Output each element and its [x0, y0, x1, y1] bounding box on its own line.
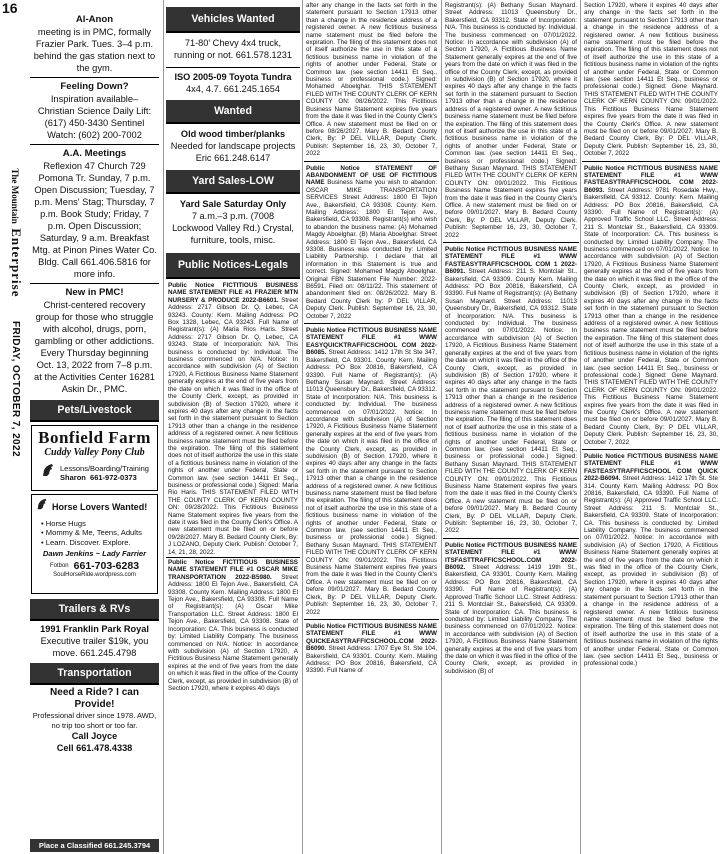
divider	[30, 283, 159, 284]
notice-oscar-mike	[166, 559, 300, 692]
horse-icon	[35, 497, 49, 516]
divider	[443, 242, 579, 243]
listing-title: Need a Ride? I can Provide!	[50, 687, 139, 710]
column-1	[27, 0, 162, 854]
divider	[304, 619, 439, 620]
listing-title: Al-Anon	[75, 14, 114, 25]
masthead-big: Enterprise	[9, 228, 24, 298]
listing-body: Reflexion 47 Church 729 Pomona Tr. Sunday, 7 p.m. Open Discussion; Tuesday, 7 p.m. Mens' Stag; Thursday, 7 p.m. Book Study; Friday, 7 p.m. Open Discussion; Saturday, 9 a.m. Breakfast Mtg. at Pinon Pines Water Co. Bldg. Call 661.406.5816 for more info.	[32, 161, 157, 279]
listing-body: Christ-centered recovery group for those who struggle with alcohol, drugs, porn, gambling or other addictions. Every Thursday beginning Oct. 13, 2022 from 7–8 p.m. at the Activities Center 16281 Askin Dr., PMC.	[34, 300, 155, 394]
listing-trailer	[30, 621, 159, 659]
listing-feeling-down	[30, 81, 159, 141]
divider	[582, 449, 720, 450]
listing-body: Inspiration available– Christian Science Daily Lift: (617) 450-3430 Sentinel Watch: (602) 200-7002	[37, 94, 152, 140]
listing-phone: Cell 661.478.4338	[56, 743, 133, 753]
place-classified-bar: Place a Classified 661.245.3794	[30, 839, 159, 852]
notice-body: after any change in the facts set forth in the statement pursuant to Section 17913 other than a change in the residence address of a registered owner. A new fictitious business name statement must be filed before the expiration. The filing of this statement does not of itself authorize the use in this state of a fictitious business name in violation of the rights of another under Federal, State or Common law. (see section 14411 Et Seq., business or professional code.) Signed: Mohamed Aboelghar. THIS STATEMENT FILED WITH THE COUNTY CLERK OF KERN COUNTY ON: 08/26/2022. This Fictitious Business Name Statement expires five years from the date it was filed in the County Clerk's Office. A new statement must be filed on or before 08/26/2027. Mary B. Bedard County Clerk, By: P DEL VILLAR, Deputy Clerk. Publish: September 16, 23, 30, October 7, 2022	[306, 2, 437, 158]
notice-continued	[304, 0, 439, 158]
listing-aa-meetings	[30, 148, 159, 280]
notice-body: Section 17920, where it expires 40 days after any change in the facts set forth in the statement pursuant to Section 17913 other than a change in the residence address of a registered owner. A new fictitious business name statement must be filed before the expiration. The filing of this statement does not of itself authorize the use in this state of a fictitious business name in violation of the rights of another under Federal, State or Common law. (see section 14411 Et Seq., business or professional code.) Signed: Gene Maynard. THIS STATEMENT FILED WITH THE COUNTY CLERK OF KERN COUNTY ON: 09/01/2022. This Fictitious Business Name Statement expires five years from the date it was filed in the County Clerk's Office. A new statement must be filed on or before 09/01/2027. Mary B. Bedard County Clerk, By: P DEL VILLAR, Deputy Clerk. Publish: September 16, 23, 30, October 7, 2022	[584, 2, 718, 158]
ad-contact: Sharon	[60, 472, 86, 482]
listing-title: Old wood timber/planks	[180, 129, 286, 139]
column-rule	[302, 0, 303, 854]
divider	[443, 538, 579, 539]
listing-title: A.A. Meetings	[62, 148, 127, 159]
notice-lead: Public Notice FICTITIOUS BUSINESS NAME STATEMENT FILE #1 WWW ITSFASTTRAFFICSCHOOL.COM 2022-B6092.	[445, 541, 577, 572]
listing-title: Feeling Down?	[60, 81, 129, 92]
listing-body: meeting is in PMC, formally Frazier Park. Tues. 3–4 p.m. behind the gas station next to the gym.	[33, 27, 156, 73]
listing-title: New in PMC!	[65, 287, 124, 298]
listing-title: ISO 2005-09 Toyota Tundra	[174, 72, 292, 82]
notice-body: Street Address: 1412 17th St. Ste 314. County Kern. Mailing Address: PO Box 20816, Bakersfield, CA 93390. Full Name of Registrant(s): (A) Approved Traffic School LLC. Street Address: 211 S. Montclair St., Bakersfield, CA 93309. State of Incorporation: CA. This business is conducted by: Limited Liability Company. The business commenced on 07/01/2022. Notice: In accordance with subdivision (A) of Section 17920, A Fictitious Business Name Statement generally expires at the end of five years from the date on which it was filed in the office of the County Clerk, except, as provided in subdivision (B) of Section 17920, where it expires 40 days after any change in the facts set forth in the statement pursuant to Section 17913 other than a change in the residence address of a registered owner. A new fictitious business name statement must be filed before the expiration. The filing of this statement does not of itself authorize the use in this state of a fictitious business name in violation of the rights of another under Federal, State or Common law. (see section 14411 Et Seq., business or professional code.)	[584, 475, 719, 668]
column-rule	[580, 0, 581, 854]
masthead-small: The Mountain	[10, 168, 20, 224]
column-2	[166, 0, 300, 854]
ad-services: Lessons/Boarding/Training	[60, 463, 149, 473]
date-line: FRIDAY, OCTOBER 7, 2022	[10, 321, 21, 457]
listing-body: 71-80' Chevy 4x4 truck, running or not. 661.578.1231	[173, 38, 292, 60]
ad-club-name: Cuddy Valley Pony Club	[44, 447, 145, 458]
listing-new-in-pmc	[30, 287, 159, 395]
masthead-strip	[0, 0, 27, 854]
ad-phone: 661-703-6283	[73, 560, 140, 573]
listing-name: Call Joyce	[71, 731, 118, 741]
listing-body: Executive trailer $19k, you move. 661.245.4798	[40, 636, 149, 658]
divider	[304, 161, 439, 162]
notice-fasteasy-1	[443, 246, 579, 535]
divider	[304, 323, 439, 324]
ad-bullet: • Learn. Discover. Explore.	[41, 537, 131, 547]
notice-quickeasy	[304, 623, 439, 675]
listing-timber	[166, 124, 300, 167]
notice-easyquick	[304, 327, 439, 616]
listing-body: Professional driver since 1978. AWD, no trip too short or too far.	[32, 711, 157, 730]
notice-body: Street Address: 1707 Eye St. Ste 104, Bakersfield, CA 93301. County: Kern. Mailing Address: PO Box 20816, Bakersfield, CA 93390. Full Name of	[306, 645, 437, 675]
section-header-pets: Pets/Livestock	[30, 400, 159, 422]
notice-fasteasy-quick	[582, 453, 720, 668]
column-3	[304, 0, 439, 854]
notice-itsfast	[443, 542, 579, 675]
notice-body: Street Address: 9781 Rosedale Hwy., Bakersfield, CA 93312. County: Kern. Mailing Address: PO Box 20816, Bakersfield, CA 93390. Full Name of Registrant(s): (A) Approved Traffic School LLC. Street Address: 211 S. Montclair St., Bakersfield, CA 93309. State of Incorporation: CA. This business is conducted by: Limited Liability Company. The business commenced on 07/01/2022. Notice: In accordance with subdivision (A) of Section 17920, A Fictitious Business Name Statement generally expires at the end of five years from the date on which it was filed in the office of the County Clerk, except, as provided in subdivision (B) of Section 17920, where it expires 40 days after any change in the facts set forth in the statement pursuant to Section 17913 other than a change in the residence address of a registered owner. A new fictitious business name statement must be filed before the expiration. The filing of this statement does not of itself authorize the use in this state of a fictitious business name in violation of the rights of another under Federal, State or Common law. (see section 14411 Et Seq., business or professional code.) Signed: Gene Maynard. THIS STATEMENT FILED WITH THE COUNTY CLERK OF KERN COUNTY ON: 09/01/2022. This Fictitious Business Name Statement expires five years from the date it was filed in the County Clerk's Office. A new statement must be filed on or before 09/01/2027. Mary B. Bedard County Clerk, By: P DEL VILLAR, Deputy Clerk. Publish: September 16, 23, 30, October 7, 2022	[584, 186, 719, 446]
column-rule	[163, 0, 164, 854]
section-header-yard-sales: Yard Sales-LOW	[166, 170, 300, 194]
column-rule	[441, 0, 442, 854]
ad-website: SoulHorseRide.wordpress.com	[53, 572, 136, 579]
notice-lead: Public Notice FICTITIOUS BUSINESS NAME STATEMENT FILE #1 OSCAR MIKE TRANSPORTATION 2022-B5980.	[168, 559, 298, 581]
ad-sub: Fotbon	[49, 563, 69, 570]
notice-continued	[582, 0, 720, 158]
ad-bonfield-farm	[31, 425, 158, 491]
ad-headline: Horse Lovers Wanted!	[52, 501, 148, 512]
section-header-vehicles: Vehicles Wanted	[166, 7, 300, 33]
notice-lead: Public Notice FICTITIOUS BUSINESS NAME STATEMENT FILE #1 WWW FASTEASYTRAFFICSCHOOL COM 2022-B6093.	[584, 164, 718, 194]
section-header-wanted: Wanted	[166, 100, 300, 124]
divider	[30, 144, 159, 145]
notice-lead: Public Notice FICTITIOUS BUSINESS NAME STATEMENT FILE #1 WWW EASYQUICKTRAFFICSCHOOL COM 2022-B6085.	[306, 327, 437, 357]
section-header-public-notices: Public Notices-Legals	[166, 253, 300, 279]
listing-al-anon	[30, 0, 159, 74]
notice-lead: Public Notice FICTITIOUS BUSINESS NAME STATEMENT FILE #1 WWW FASTEASYTRAFFICSCHOOL COM 1 2022-B6091.	[445, 246, 577, 276]
ad-bullet: • Horse Hugs	[41, 519, 86, 528]
divider	[582, 161, 720, 162]
listing-body: 7 a.m.–3 p.m. (7008 Lockwood Valley Rd.) Crystal, furniture, tools, misc.	[172, 211, 294, 245]
ad-people: Dawn Jenkins ~ Lady Farrier	[42, 549, 147, 559]
listing-chevy	[166, 33, 300, 64]
notice-body: Street Address: 1419 19th St., Bakersfield, CA 93301. County Kern. Mailing Address: PO Box 20816, Bakersfield, CA 93390. Full Name of Registrant(s): (A) Approved Traffic School LLC. Street Address: 211 S. Montclair St., Bakersfield, CA 93309. State of Incorporation: CA. This business is conducted by: Limited Liability Company. The business commenced on 07/01/2022. Notice: In accordance with subdivision (A) of Section 17920, A Fictitious Business Name Statement generally expires at the end of five years from the date on which it was filed in the office of the County Clerk, except, as provided in subdivision (B) of	[445, 564, 577, 675]
ad-phone: 661-972-0373	[90, 472, 137, 482]
column-4	[443, 0, 579, 854]
divider	[166, 67, 300, 68]
page-number: 16	[2, 0, 18, 16]
notice-body: Street Address: 1800 El Tejon Ave., Bakersfield, CA 93308. County Kern. Mailing Address: 1800 El Tejon Ave., Bakersfield, CA 93308. Full Name of Registrant(s): (A) Oscar Mike Transportation LLC. Street Address: 1800 El Tejon Ave., Bakersfield, CA 93308. State of Incorporation: CA. This business is conducted by: Limited Liability Company. The business commenced on N/A. Notice: In accordance with subdivision (A) of Section 17920, A Fictitious Business Name Statement generally expires at the end of five years from the date on which it was filed in the office of the County Clerk, except, as provided in subdivision (B) of Section 17920, where it expires 40 days	[168, 573, 298, 692]
notice-lead: Public Notice FICTITIOUS BUSINESS NAME STATEMENT FILE #1 WWW QUICKEASYTRAFFICSCHOOL.COM 2022-B6090.	[306, 622, 437, 653]
notice-lead: Public Notice STATEMENT OF ABANDONMENT OF USE OF FICTITIOUS NAME	[306, 164, 437, 187]
horse-icon	[40, 462, 56, 483]
ad-farm-name: Bonfield Farm	[38, 428, 151, 447]
listing-yard-sale	[166, 194, 300, 249]
notice-body: Business Name you wish to abandon: OSCAR MIKE TRANSPORTATION SERVICES Street Address: 1800 El Tejon Ave., Bakersfield, CA 93308. County: Kern. Mailing Address: 1800 El Tejon Ave., Bakersfield, CA 93308. Registrant(s) who wish to abandon the business name: (A) Mohamed Magdy Aboelghar. (B) Maria Aboelghar. Street Address: 1800 El Tejon Ave., Bakersfield, CA 93308. Business was conducted by: Limited Liability Partnership. I declare that all information in this Statement is true and correct. Signed: Mohamed Magdy Aboelghar. Original FBN Statement File Number: 2022-B6591. Filed on: 08/11/22. This statement of abandonment filed on: 08/26/2022. Mary B. Bedard County Clerk by: P DEL VILLAR, Deputy Clerk. Publish: September 16, 23, 30, October 7, 2022	[306, 179, 437, 320]
notice-abandonment	[304, 165, 439, 321]
listing-title: 1991 Franklin Park Royal	[40, 624, 149, 634]
notice-lead: Public Notice FICTITIOUS BUSINESS NAME STATEMENT FILE #1 WWW FASTEASYTRAFFICSCHOOL COM QUICK 2022-B6094.	[584, 452, 718, 483]
notice-frazier-mtn-nursery	[166, 279, 300, 556]
notice-body: Registrant(s): (A) Bethany Susan Maynard. Street Address: 11013 Queensbury Dr., Bakersfield, CA 93312. State of Incorporation: N/A. This business is conducted by: Individual. The business commenced on 07/01/2022. Notice: In accordance with subdivision (A) of Section 17920, A Fictitious Business Name Statement generally expires at the end of five years from the date on which it was filed in the office of the County Clerk, except, as provided in subdivision (B) of Section 17920, where it expires 40 days after any change in the facts set forth in the statement pursuant to Section 17913 other than a change in the residence address of a registered owner. A new fictitious business name statement must be filed before the expiration. The filing of this statement does not of itself authorize the use in this state of a fictitious business name in violation of the rights of another under Federal, State or Common law. (see section 14411 Et Seq., business or professional code.) Signed: Bethany Susan Maynard. THIS STATEMENT FILED WITH THE COUNTY CLERK OF KERN COUNTY ON: 09/01/2022. This Fictitious Business Name Statement expires five years from the date it was filed in the County Clerk's Office. A new statement must be filed on or before 09/01/2027. Mary B. Bedard County Clerk, By: P DEL VILLAR, Deputy Clerk. Publish: September 16, 23, 30, October 7, 2022	[445, 2, 577, 239]
divider	[30, 77, 159, 78]
notice-body: Street Address: 2717 Gibson Dr. Q, Lebec, CA 93243. County: Kern. Mailing Address: PO Box 1328, Lebec, CA 93243. Full Name of Registrant(s): (A) Maria Rios Haris. Street Address: 2717 Gibson Dr. Q, Lebec, CA 93243. State of Incorporation: N/A. This business is conducted by: Individual. The business commenced on N/A. Notice: In accordance with subdivision (A) of Section 17920, A Fictitious Business Name Statement generally expires at the end of five years from the date on which it was filed in the office of the County Clerk, except, as provided in subdivision (B) of Section 17920, where it expires 40 days after any change in the facts set forth in the statement pursuant to Section 17913 other than a change in the residence address of a registered owner. A new fictitious business name statement must be filed before the expiration. The filing of this statement does not of itself authorize the use in this state of a fictitious business name in violation of the rights of another under Federal, State or Common law. (see section 14411 Et Seq., business or professional code.) Signed: Maria Rio Haris. THIS STATEMENT FILED WITH THE COUNTY CLERK OF KERN COUNTY ON: 09/28/2022. This Fictitious Business Name Statement expires five years from the date it was filed in the County Clerk's Office. A new statement must be filed on or before 09/28/2027. Mary B. Bedard County Clerk, By: J LOZANO, Deputy Clerk. Publish: October 7, 14, 21, 28, 2022.	[168, 296, 298, 556]
listing-ride	[30, 685, 159, 754]
notice-body: Street Address: 211 S. Montclair St., Bakersfield, CA 93309. County Kern. Mailing Address: PO Box 20816, Bakersfield, CA 93390. Full Name of Registrant(s): (A) Bethany Susan Maynard. Street Address: 11013 Queensbury Dr., Bakersfield, CA 93312. State of Incorporation: N/A. This business is conducted by: Individual. The business commenced on 07/01/2022. Notice: In accordance with subdivision (A) of Section 17920, A Fictitious Business Name Statement generally expires at the end of five years from the date on which it was filed in the office of the County Clerk, except, as provided in subdivision (B) of Section 17920, where it expires 40 days after any change in the facts set forth in the statement pursuant to Section 17913 other than a change in the residence address of a registered owner. A new fictitious business name statement must be filed before the expiration. The filing of this statement does not of itself authorize the use in this state of a fictitious business name in violation of the rights of another under Federal, State or Common law. (see section 14411 Et Seq., business or professional code.) Signed: Bethany Susan Maynard. THIS STATEMENT FILED WITH THE COUNTY CLERK OF KERN COUNTY ON: 09/01/2022. This Fictitious Business Name Statement expires five years from the date it was filed in the County Clerk's Office. A new statement must be filed on or before 09/01/2027. Mary B. Bedard County Clerk, By: P DEL VILLAR, Deputy Clerk. Publish: September 16, 23, 30, October 7, 2022	[445, 268, 577, 535]
notice-lead: Public Notice FICTITIOUS BUSINESS NAME STATEMENT FILE #1 FRAZIER MTN NURSERY & PRODUCE 2022-B6601.	[168, 282, 298, 304]
vertical-masthead	[7, 138, 25, 328]
listing-body: 4x4, 4.7. 661.245.1654	[186, 84, 280, 94]
listing-tundra	[166, 71, 300, 95]
divider	[166, 557, 300, 558]
notice-body: Street Address: 1412 17th St Ste 347, Bakersfield, CA 93301. County Kern. Mailing Address: PO Box 20816, Bakersfield, CA 93390. Full Name of Registrant(s): (A) Bethany Susan Maynard. Street Address: 11013 Queensbury Dr., Bakersfield, CA 93312. State of Incorporation: N/A. This business is conducted by: Individual. The business commenced on 07/01/2022. Notice: In accordance with subdivision (A) of Section 17920, A Fictitious Business Name Statement generally expires at the end of five years from the date on which it was filed in the office of the County Clerk, except, as provided in subdivision (B) of Section 17920, where it expires 40 days after any change in the facts set forth in the statement pursuant to Section 17913 other than a change in the residence address of a registered owner. A new fictitious business name statement must be filed before the expiration. The filing of this statement does not of itself authorize the use in this state of a fictitious business name in violation of the rights of another under Federal, State or Common law. (see section 14411 Et Seq., business or professional code.) Signed: Bethany Susan Maynard. THIS STATEMENT FILED WITH THE COUNTY CLERK OF KERN COUNTY ON: 09/01/2022. This Fictitious Business Name Statement expires five years from the date it was filed in the County Clerk's Office. A new statement must be filed on or before 09/01/2027. Mary B. Bedard County Clerk, By: P DEL VILLAR, Deputy Clerk. Publish: September 16, 23, 30, October 7, 2022	[306, 349, 438, 616]
notice-continued	[443, 0, 579, 239]
section-header-transportation: Transportation	[30, 663, 159, 685]
ad-bullet: • Mommy & Me, Teens, Adults	[41, 528, 142, 538]
column-5	[582, 0, 720, 854]
ad-horse-lovers	[31, 494, 158, 594]
listing-body: Needed for landscape projects Eric 661.248.6147	[170, 141, 296, 163]
listing-title: Yard Sale Saturday Only	[179, 199, 287, 209]
notice-fasteasy-b6093	[582, 165, 720, 446]
section-header-trailers: Trailers & RVs	[30, 599, 159, 621]
